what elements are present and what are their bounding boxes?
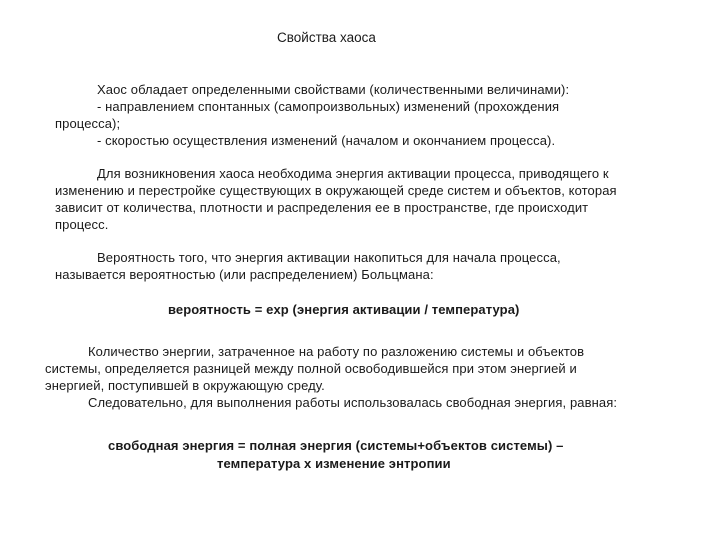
paragraph-line: системы, определяется разницей между полной освободившейся при этом энергией и xyxy=(45,361,577,376)
paragraph-line: изменению и перестройке существующих в окружающей среде систем и объектов, которая xyxy=(55,183,617,198)
formula-line: температура х изменение энтропии xyxy=(217,456,451,471)
paragraph-line: Количество энергии, затраченное на работу по разложению системы и объектов xyxy=(88,344,585,359)
paragraph-line: называется вероятностью (или распределением) Больцмана: xyxy=(55,267,434,282)
paragraph-line: Следовательно, для выполнения работы использовалась свободная энергия, равная: xyxy=(88,395,618,410)
paragraph-line: зависит от количества, плотности и распределения ее в пространстве, где происходит xyxy=(55,200,589,215)
paragraph-line: Для возникновения хаоса необходима энергия активации процесса, приводящего к xyxy=(97,166,609,181)
paragraph-line: - скоростью осуществления изменений (началом и окончанием процесса). xyxy=(97,133,556,148)
formula-line: свободная энергия = полная энергия (системы+объектов системы) – xyxy=(108,438,564,453)
paragraph-line: процесс. xyxy=(55,217,109,232)
paragraph-line: энергией, поступившей в окружающую среду. xyxy=(45,378,325,393)
paragraph-line: процесса); xyxy=(55,116,121,131)
document-title: Свойства хаоса xyxy=(277,30,376,45)
paragraph-line: Хаос обладает определенными свойствами (количественными величинами): xyxy=(97,82,570,97)
boltzmann-formula: вероятность = exp (энергия активации / температура) xyxy=(168,302,520,317)
paragraph-line: - направлением спонтанных (самопроизвольных) изменений (прохождения xyxy=(97,99,560,114)
paragraph-line: Вероятность того, что энергия активации накопиться для начала процесса, xyxy=(97,250,561,265)
